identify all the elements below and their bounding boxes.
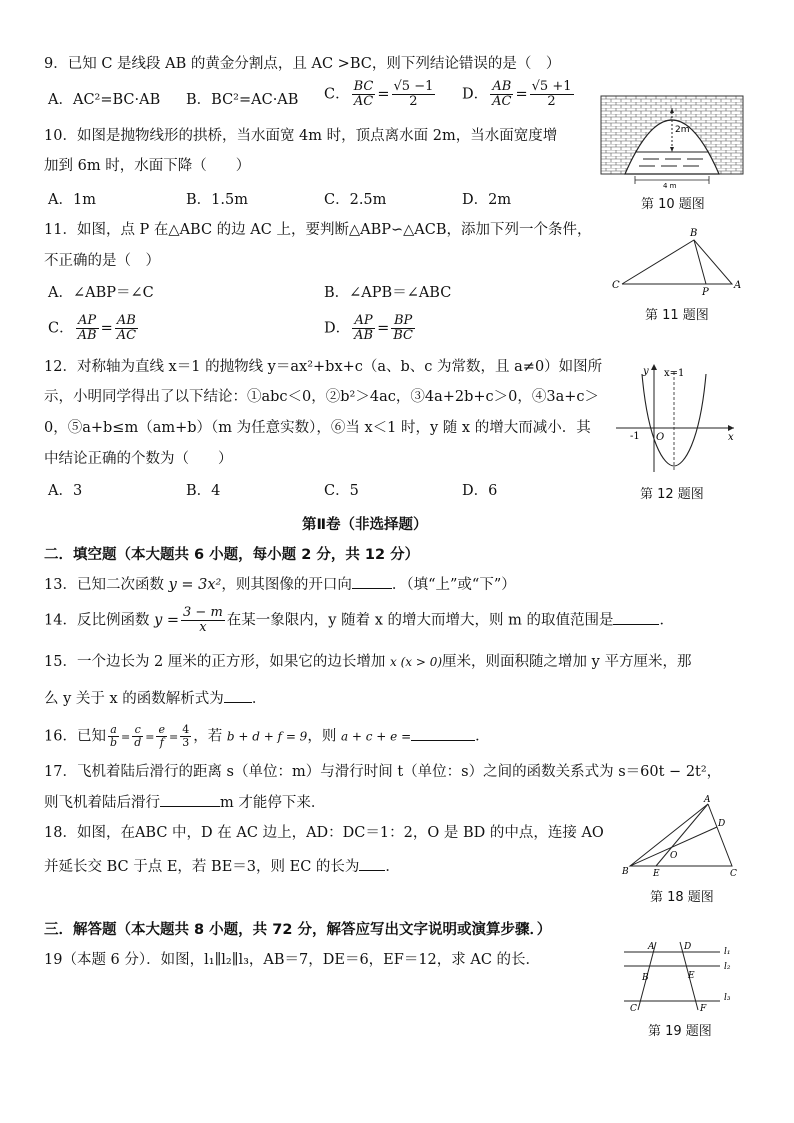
q10-figure-caption: 第 10 题图: [641, 197, 705, 212]
q18-label-e: E: [653, 869, 660, 879]
q18-blank: [359, 856, 385, 871]
q19-label-c: C: [630, 1004, 637, 1014]
q11-label-a: A: [734, 280, 742, 291]
q10-width-label: 4 m: [663, 182, 677, 190]
q18-label-o: O: [670, 851, 678, 861]
q10-option-d: D．2m: [462, 192, 512, 208]
q18-label-d: D: [718, 819, 726, 829]
q16-blank: [411, 726, 475, 741]
q19-label-b: B: [642, 973, 649, 983]
q10-stem-line1: 10．如图是抛物线形的拱桥，当水面宽 4m 时，顶点离水面 2m，当水面宽度增: [44, 128, 558, 144]
section3-title: 三．解答题（本大题共 8 小题，共 72 分，解答应写出文字说明或演算步骤．）: [44, 922, 552, 938]
q12-neg1-label: -1: [630, 431, 640, 442]
q18-label-a: A: [704, 795, 711, 805]
q9-c-left-fraction: $\frac{BC}{AC}$: [353, 79, 374, 109]
q10-option-a: A．1m: [48, 192, 96, 208]
q9-option-d: D． $\frac{AB}{AC}$ = $\frac{√5 +1}{2}$: [462, 79, 572, 109]
q9-option-a: A．AC²=BC·AB: [48, 92, 161, 108]
q13-blank: [352, 574, 392, 589]
q11-triangle-figure: [606, 226, 746, 296]
q13-function: y = 3x²: [168, 577, 222, 593]
q13: 13．已知二次函数 y = 3x²，则其图像的开口向 ．（填“上”或“下”）: [44, 574, 516, 595]
q12-stem-line4: 中结论正确的个数为（ ）: [44, 451, 233, 467]
q12-x-axis-label: x: [728, 432, 734, 443]
q18-label-b: B: [622, 867, 629, 877]
q15-line1: 15．一个边长为 2 厘米的正方形，如果它的边长增加 x (x > 0)厘米，则面积随之增加 y 平方厘米，那: [44, 654, 692, 670]
q15-blank: [224, 688, 252, 703]
q12-stem-line3: 0，⑤a+b≤m（am+b）（m 为任意实数），⑥当 x＜1 时，y 随 x 的增大而减小．其: [44, 420, 591, 436]
q19-label-l3: l₃: [724, 993, 731, 1003]
q12-symmetry-axis-label: x=1: [664, 368, 685, 379]
q11-stem-line1: 11．如图，点 P 在△ABC 的边 AC 上，要判断△ABP∽△ACB，添加下列一个条件，: [44, 222, 592, 238]
part2-title: 第Ⅱ卷（非选择题）: [302, 517, 428, 533]
q9-c-right-fraction: $\frac{√5 -1}{2}$: [393, 79, 434, 109]
q11-option-a: A．∠ABP＝∠C: [48, 285, 154, 301]
q15-line2: 么 y 关于 x 的函数解析式为 ．: [44, 688, 266, 709]
q17-line2: 则飞机着陆后滑行 m 才能停下来．: [44, 792, 325, 813]
q11-option-c-label: C．: [48, 320, 74, 337]
q19-parallel-lines-figure: [620, 938, 740, 1014]
q9-d-left-fraction: $\frac{AB}{AC}$: [492, 79, 512, 109]
q11-label-b: B: [690, 228, 698, 239]
q12-option-d: D．6: [462, 483, 498, 499]
q10-option-c: C．2.5m: [324, 192, 387, 208]
q11-option-d: D． $\frac{AP}{AB}$ = $\frac{BP}{BC}$: [324, 313, 413, 343]
q12-y-axis-label: y: [643, 366, 649, 377]
q12-stem-line1: 12．对称轴为直线 x＝1 的抛物线 y＝ax²+bx+c（a、b、c 为常数，且 a≠0）如图所: [44, 359, 603, 375]
q12-option-c: C．5: [324, 483, 359, 499]
q19-figure-caption: 第 19 题图: [648, 1024, 712, 1039]
q12-figure-caption: 第 12 题图: [640, 487, 704, 502]
q19-label-a: A: [648, 942, 655, 952]
q14-fraction: $\frac{3 - m}{x}$: [183, 605, 223, 635]
q12-stem-line2: 示，小明同学得出了以下结论：①abc＜0，②b²＞4ac，③4a+2b+c＞0，④3a+c＞: [44, 389, 600, 405]
q10-stem-line2: 加到 6m 时，水面下降（ ）: [44, 158, 251, 174]
q18-line1: 18．如图，在ABC 中，D 在 AC 边上，AD：DC＝1：2，O 是 BD 的中点，连接 AO: [44, 825, 604, 841]
q9-d-right-fraction: $\frac{√5 +1}{2}$: [531, 79, 572, 109]
q9-option-d-label: D．: [462, 86, 489, 103]
q18-label-c: C: [730, 869, 737, 879]
q9-stem: 9．已知 C 是线段 AB 的黄金分割点，且 AC >BC，则下列结论错误的是（ ）: [44, 56, 561, 72]
q14-blank: [613, 610, 659, 625]
q19-label-l1: l₁: [724, 947, 731, 957]
q12-option-b: B．4: [186, 483, 221, 499]
q19-line1: 19（本题 6 分）．如图，l₁∥l₂∥l₃，AB＝7，DE＝6，EF＝12，求 AC 的长．: [44, 952, 541, 968]
q9-option-b: B．BC²=AC·AB: [186, 92, 299, 108]
q19-label-l2: l₂: [724, 962, 731, 972]
q11-stem-line2: 不正确的是（ ）: [44, 253, 160, 269]
q19-label-e: E: [688, 971, 695, 981]
q12-option-a: A．3: [48, 483, 83, 499]
q18-figure-caption: 第 18 题图: [650, 890, 714, 905]
q16: 16．已知 $\frac{a}{b}$ = $\frac{c}{d}$ = $\frac{e}{f}$ = $\frac{4}{3}$ ，若 b + d + f = 9，则 a + c + e = ．: [44, 723, 490, 749]
q10-option-b: B．1.5m: [186, 192, 248, 208]
q14: 14．反比例函数 y = $\frac{3 - m}{x}$ 在某一象限内，y 随着 x 的增大而增大，则 m 的取值范围是 ．: [44, 605, 674, 635]
q19-label-d: D: [684, 942, 692, 952]
q12-origin-label: O: [656, 432, 665, 443]
q10-height-label: 2m: [675, 125, 690, 135]
q12-parabola-figure: [616, 362, 740, 474]
section2-title: 二．填空题（本大题共 6 小题，每小题 2 分，共 12 分）: [44, 547, 420, 563]
q11-option-b: B．∠APB＝∠ABC: [324, 285, 452, 301]
q10-bridge-figure: [601, 96, 743, 190]
q18-triangle-figure: [620, 794, 744, 878]
q9-option-c-label: C．: [324, 86, 350, 103]
q17-line1: 17．飞机着陆后滑行的距离 s（单位：m）与滑行时间 t（单位：s）之间的函数关系式为 s＝60t − 2t²，: [44, 764, 722, 780]
q11-label-p: P: [702, 287, 709, 298]
q18-line2: 并延长交 BC 于点 E，若 BE＝3，则 EC 的长为 ．: [44, 856, 400, 877]
q9-option-c: C． $\frac{BC}{AC}$ = $\frac{√5 -1}{2}$: [324, 79, 434, 109]
q11-label-c: C: [612, 280, 620, 291]
q19-label-f: F: [700, 1004, 707, 1014]
q11-figure-caption: 第 11 题图: [645, 308, 709, 323]
q17-blank: [160, 792, 220, 807]
q11-option-d-label: D．: [324, 320, 351, 337]
q11-option-c: C． $\frac{AP}{AB}$ = $\frac{AB}{AC}$: [48, 313, 137, 343]
